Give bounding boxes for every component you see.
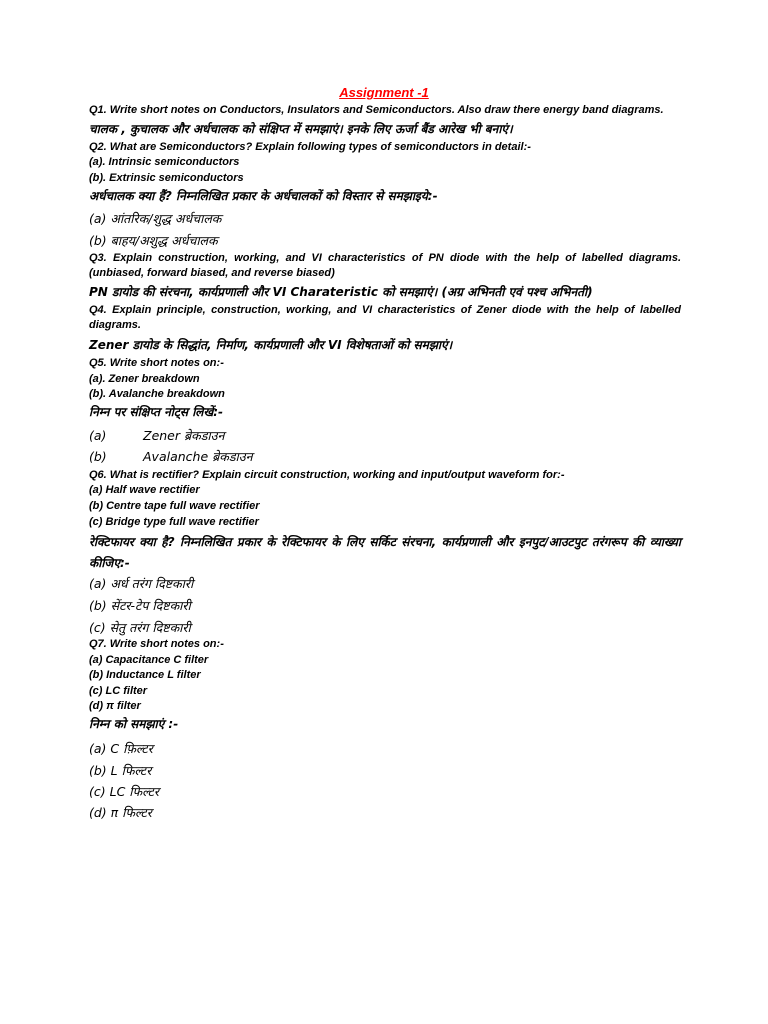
q6-option-c: (c) Bridge type full wave rectifier: [89, 516, 259, 528]
q7-option-d: (d) π filter: [89, 700, 141, 712]
q6-english: Q6. What is rectifier? Explain circuit construction, working and input/output waveform for:-: [89, 469, 565, 481]
q5-hindi: निम्न पर संक्षिप्त नोट्स लिखें:-: [89, 405, 224, 419]
q7-hindi-option-c: (c) LC फिल्टर: [89, 784, 160, 799]
q2-option-a: (a). Intrinsic semiconductors: [89, 156, 240, 168]
assignment-title: Assignment -1: [339, 85, 429, 100]
q4-english: Q4. Explain principle, construction, working, and VI characteristics of Zener diode with the help of labelled diagrams.: [89, 304, 681, 331]
q4-hindi: Zener डायोड के सिद्धांत, निर्माण, कार्यप्रणाली और VI विशेषताओं को समझाएं।: [89, 338, 453, 352]
q6-hindi-option-c: (c) सेतु तरंग दिष्टकारी: [89, 620, 191, 635]
q5-hindi-option-a-label: (a): [89, 428, 107, 443]
q7-option-c: (c) LC filter: [89, 685, 148, 697]
q5-hindi-option-b-label: (b): [89, 449, 107, 464]
q7-hindi: निम्न को समझाएं :-: [89, 717, 179, 731]
q2-option-b: (b). Extrinsic semiconductors: [89, 172, 244, 184]
q3-hindi: PN डायोड की संरचना, कार्यप्रणाली और VI Charateristic को समझाएं। (अग्र अभिनती एवं पश्च अभिनती): [89, 285, 593, 299]
q7-hindi-option-d: (d) π फिल्टर: [89, 805, 152, 820]
q7-hindi-option-a: (a) C फ़िल्टर: [89, 741, 153, 756]
q2-english: Q2. What are Semiconductors? Explain following types of semiconductors in detail:-: [89, 141, 531, 153]
q6-option-a: (a) Half wave rectifier: [89, 484, 200, 496]
q5-hindi-option-a: [89, 427, 224, 444]
q2-hindi-option-b: (b) बाहय/अशुद्ध अर्धचालक: [89, 233, 218, 248]
q5-english: Q5. Write short notes on:-: [89, 357, 224, 369]
q7-hindi-option-b: (b) L फिल्टर: [89, 763, 152, 778]
q7-option-b: (b) Inductance L filter: [89, 669, 201, 681]
q2-hindi-option-a: (a) आंतरिक/शुद्ध अर्धचालक: [89, 211, 222, 226]
q6-hindi: रेक्टिफायर क्या है? निम्नलिखित प्रकार के रेक्टिफायर के लिए सर्किट संरचना, कार्यप्रणाली और इनपुट/आउटपुट तरंगरूप की व्याख्या कीजिए:-: [89, 535, 681, 570]
q2-hindi: अर्धचालक क्या हैं? निम्नलिखित प्रकार के अर्धचालकों को विस्तार से समझाइये:-: [89, 189, 438, 203]
q3-english: Q3. Explain construction, working, and VI characteristics of PN diode with the help of labelled diagrams. (unbiased, forward biased, and reverse biased): [89, 252, 681, 279]
q5-hindi-option-b-text: Avalanche ब्रेकडाउन: [143, 449, 253, 464]
q7-english: Q7. Write short notes on:-: [89, 638, 224, 650]
q5-hindi-option-a-text: Zener ब्रेकडाउन: [143, 428, 225, 443]
q5-option-b: (b). Avalanche breakdown: [89, 388, 225, 400]
q5-option-a: (a). Zener breakdown: [89, 373, 200, 385]
q6-hindi-option-a: (a) अर्ध तरंग दिष्टकारी: [89, 576, 194, 591]
q5-hindi-option-b: [89, 448, 253, 465]
q6-option-b: (b) Centre tape full wave rectifier: [89, 500, 260, 512]
q7-option-a: (a) Capacitance C filter: [89, 654, 209, 666]
q6-hindi-option-b: (b) सेंटर-टेप दिष्टकारी: [89, 598, 191, 613]
q1-english: Q1. Write short notes on Conductors, Insulators and Semiconductors. Also draw there energy band diagrams.: [89, 104, 664, 116]
q1-hindi: चालक , कुचालक और अर्धचालक को संक्षिप्त में समझाएं। इनके लिए ऊर्जा बैंड आरेख भी बनाएं।: [89, 122, 513, 136]
